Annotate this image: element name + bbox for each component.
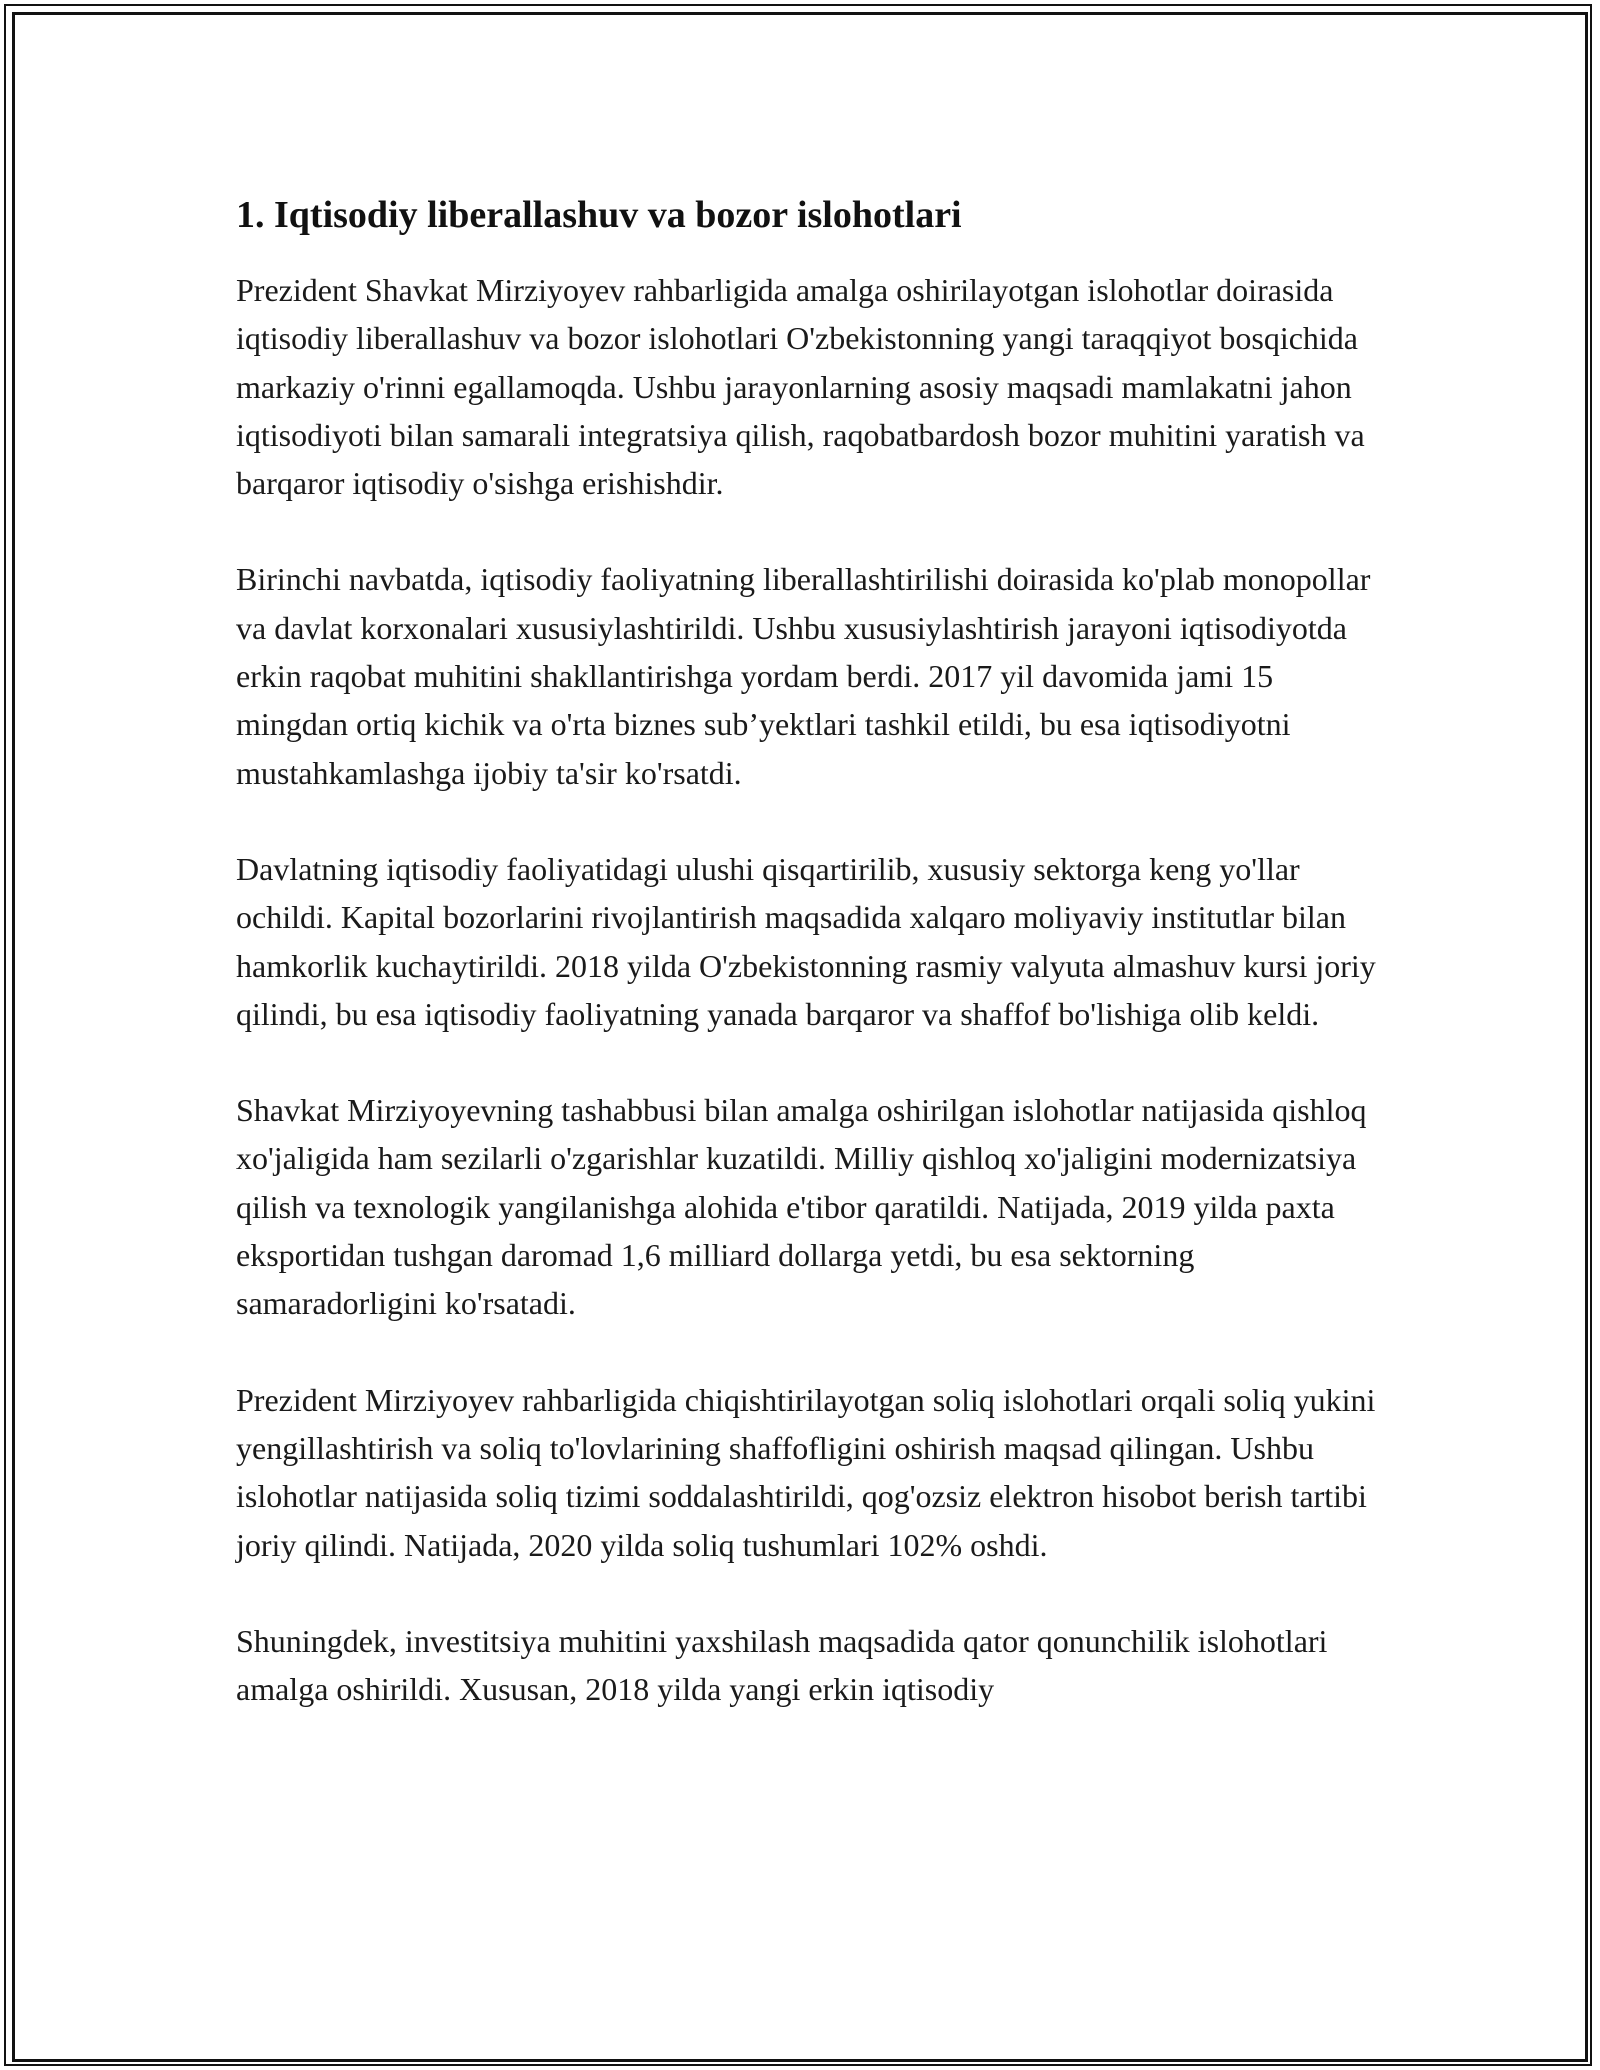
section-heading: 1. Iqtisodiy liberallashuv va bozor islohotlari	[236, 194, 962, 236]
paragraph-4: Shavkat Mirziyoyevning tashabbusi bilan amalga oshirilgan islohotlar natijasida qishloq xo'jaligida ham sezilarli o'zgarishlar kuzatildi. Milliy qishloq xo'jaligini modernizatsiya qilish va texnologik yangilanishga alohida e'tibor qaratildi. Natijada, 2019 yilda paxta eksportidan tushgan daromad 1,6 milliard dollarga yetdi, bu esa sektorning samaradorligini ko'rsatadi.	[236, 1092, 1367, 1322]
paragraph-5: Prezident Mirziyoyev rahbarligida chiqishtirilayotgan soliq islohotlari orqali soliq yukini yengillashtirish va soliq to'lovlarining shaffofligini oshirish maqsad qilingan. Ushbu islohotlar natijasida soliq tizimi soddalashtirildi, qog'ozsiz elektron hisobot berish tartibi joriy qilindi. Natijada, 2020 yilda soliq tushumlari 102% oshdi.	[236, 1381, 1376, 1563]
paragraph-6: Shuningdek, investitsiya muhitini yaxshilash maqsadida qator qonunchilik islohotlari amalga oshirildi. Xususan, 2018 yilda yangi erkin iqtisodiy	[236, 1622, 1328, 1708]
paragraph-3: Davlatning iqtisodiy faoliyatidagi ulushi qisqartirilib, xususiy sektorga keng yo'llar ochildi. Kapital bozorlarini rivojlantirish maqsadida xalqaro moliyaviy institutlar bilan hamkorlik kuchaytirildi. 2018 yilda O'zbekistonning rasmiy valyuta almashuv kursi joriy qilindi, bu esa iqtisodiy faoliyatning yanada barqaror va shaffof bo'lishiga olib keldi.	[236, 850, 1376, 1032]
paragraph-2: Birinchi navbatda, iqtisodiy faoliyatning liberallashtirilishi doirasida ko'plab monopollar va davlat korxonalari xususiylashtirildi. Ushbu xususiylashtirish jarayoni iqtisodiyotda erkin raqobat muhitini shakllantirishga yordam berdi. 2017 yil davomida jami 15 mingdan ortiq kichik va o'rta biznes sub’yektlari tashkil etildi, bu esa iqtisodiyotni mustahkamlashga ijobiy ta'sir ko'rsatdi.	[236, 561, 1371, 791]
paragraph-1: Prezident Shavkat Mirziyoyev rahbarligida amalga oshirilayotgan islohotlar doirasida iqtisodiy liberallashuv va bozor islohotlari O'zbekistonning yangi taraqqiyot bosqichida markaziy o'rinni egallamoqda. Ushbu jarayonlarning asosiy maqsadi mamlakatni jahon iqtisodiyoti bilan samarali integratsiya qilish, raqobatbardosh bozor muhitini yaratish va barqaror iqtisodiy o'sishga erishishdir.	[236, 272, 1365, 502]
document-body	[236, 190, 1376, 1761]
